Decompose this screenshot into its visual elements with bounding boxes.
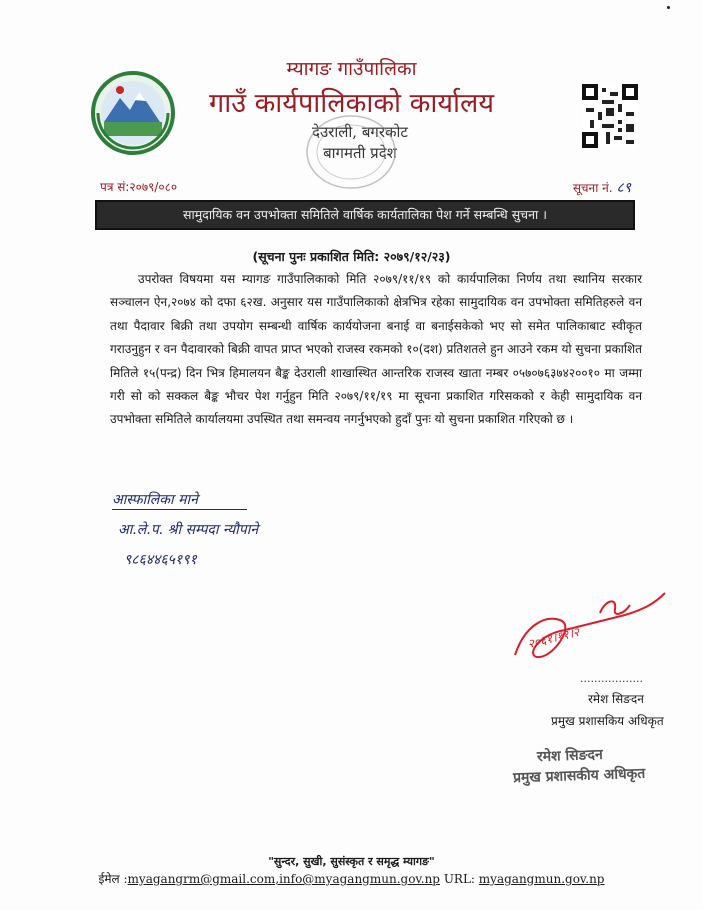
notice-body — [110, 268, 642, 432]
email-links[interactable]: myagangrm@gmail.com,info@myagangmun.gov.np — [127, 872, 440, 886]
footer-slogan: "सुन्दर, सुखी, सुसंस्कृत र समृद्ध म्यागङ" — [268, 855, 435, 868]
handwritten-line-1: आस्फालिका माने — [112, 492, 198, 508]
red-signature — [505, 585, 675, 675]
url-label: URL: — [440, 872, 479, 886]
handwritten-line-2: आ.ले.प. श्री सम्पदा न्यौपाने — [118, 522, 259, 538]
notice-number-handwritten: ८९ — [616, 180, 631, 196]
signature-dots: .................. — [580, 672, 643, 685]
title-stamp: प्रमुख प्रशासकीय अधिकृत — [512, 765, 646, 787]
website-link[interactable]: myagangmun.gov.np — [478, 872, 605, 886]
reissue-date: (सूचना पुनः प्रकाशित मिति: २०७९/१२/२३) — [252, 249, 451, 264]
office-stamp — [305, 112, 397, 192]
email-label: ईमेल : — [98, 872, 128, 886]
notice-paragraph: उपरोक्त विषयमा यस म्यागङ गाउँपालिकाको मिति २०७९/११/१९ को कार्यपालिका निर्णय तथा स्थानिय सरकार सञ्चालन ऐन,२०७४ को दफा ६२ख. अनुसार यस गाउँपालिकाको क्षेत्रभित्र रहेका सामुदायिक वन उपभोक्ता समितिहरुले वन तथा पैदावार बिक्री तथा उपयोग सम्बन्धी वार्षिक कार्ययोजना बनाई वा बनाईसकेको भए सो समेत पालिकाबाट स्वीकृत गराउनुहुन र वन पैदावारको बिक्री वापत प्राप्त भएको राजस्व रकमको १०(दश) प्रतिशतले हुन आउने रकम यो सुचना प्रकाशित मितिले १५(पन्द्र) दिन भित्र हिमालयन बैङ्क देउराली शाखास्थित आन्तरिक राजस्व खाता नम्बर ०५७०७६३७४२००१० मा जम्मा गरी सो को सक्कल बैङ्क भौचर पेश गर्नुहुन मिति २०७९/११/१९ मा सूचना प्रकाशित गरिसकको र केही सामुदायिक वन उपभोक्ता समितिले कार्यालयमा उपस्थित तथा समन्वय नगर्नुभएको हुदाँ पुनः यो सुचना प्रकाशित गरिएको छ । — [110, 272, 642, 427]
letter-number: पत्र सं:२०७९/०८० — [100, 180, 178, 194]
footer-contact — [0, 870, 703, 887]
name-stamp: रमेश सिङदन — [536, 746, 603, 766]
municipality-name: म्यागङ गाउँपालिका — [286, 58, 417, 80]
notice-number-label: सूचना नं. — [572, 181, 613, 195]
signature-date: २०६१।११।२ — [526, 624, 581, 652]
handwritten-line-3: ९८६४४६५१९१ — [124, 552, 197, 568]
signatory-name: रमेश सिङदन — [588, 692, 644, 706]
address-line-1: देउराली, बगरकोट — [312, 123, 408, 141]
notice-number — [573, 178, 631, 197]
handwritten-underline — [112, 509, 247, 510]
subject-banner: सामुदायिक वन उपभोक्ता समितिले वार्षिक कार्यतालिका पेश गर्ने सम्बन्धि सुचना । — [95, 200, 635, 230]
address-line-2: बागमती प्रदेश — [323, 144, 397, 162]
office-title: गाउँ कार्यपालिकाको कार्यालय — [209, 88, 494, 119]
speck — [667, 6, 670, 9]
signatory-title: प्रमुख प्रशासकिय अधिकृत — [551, 714, 664, 728]
